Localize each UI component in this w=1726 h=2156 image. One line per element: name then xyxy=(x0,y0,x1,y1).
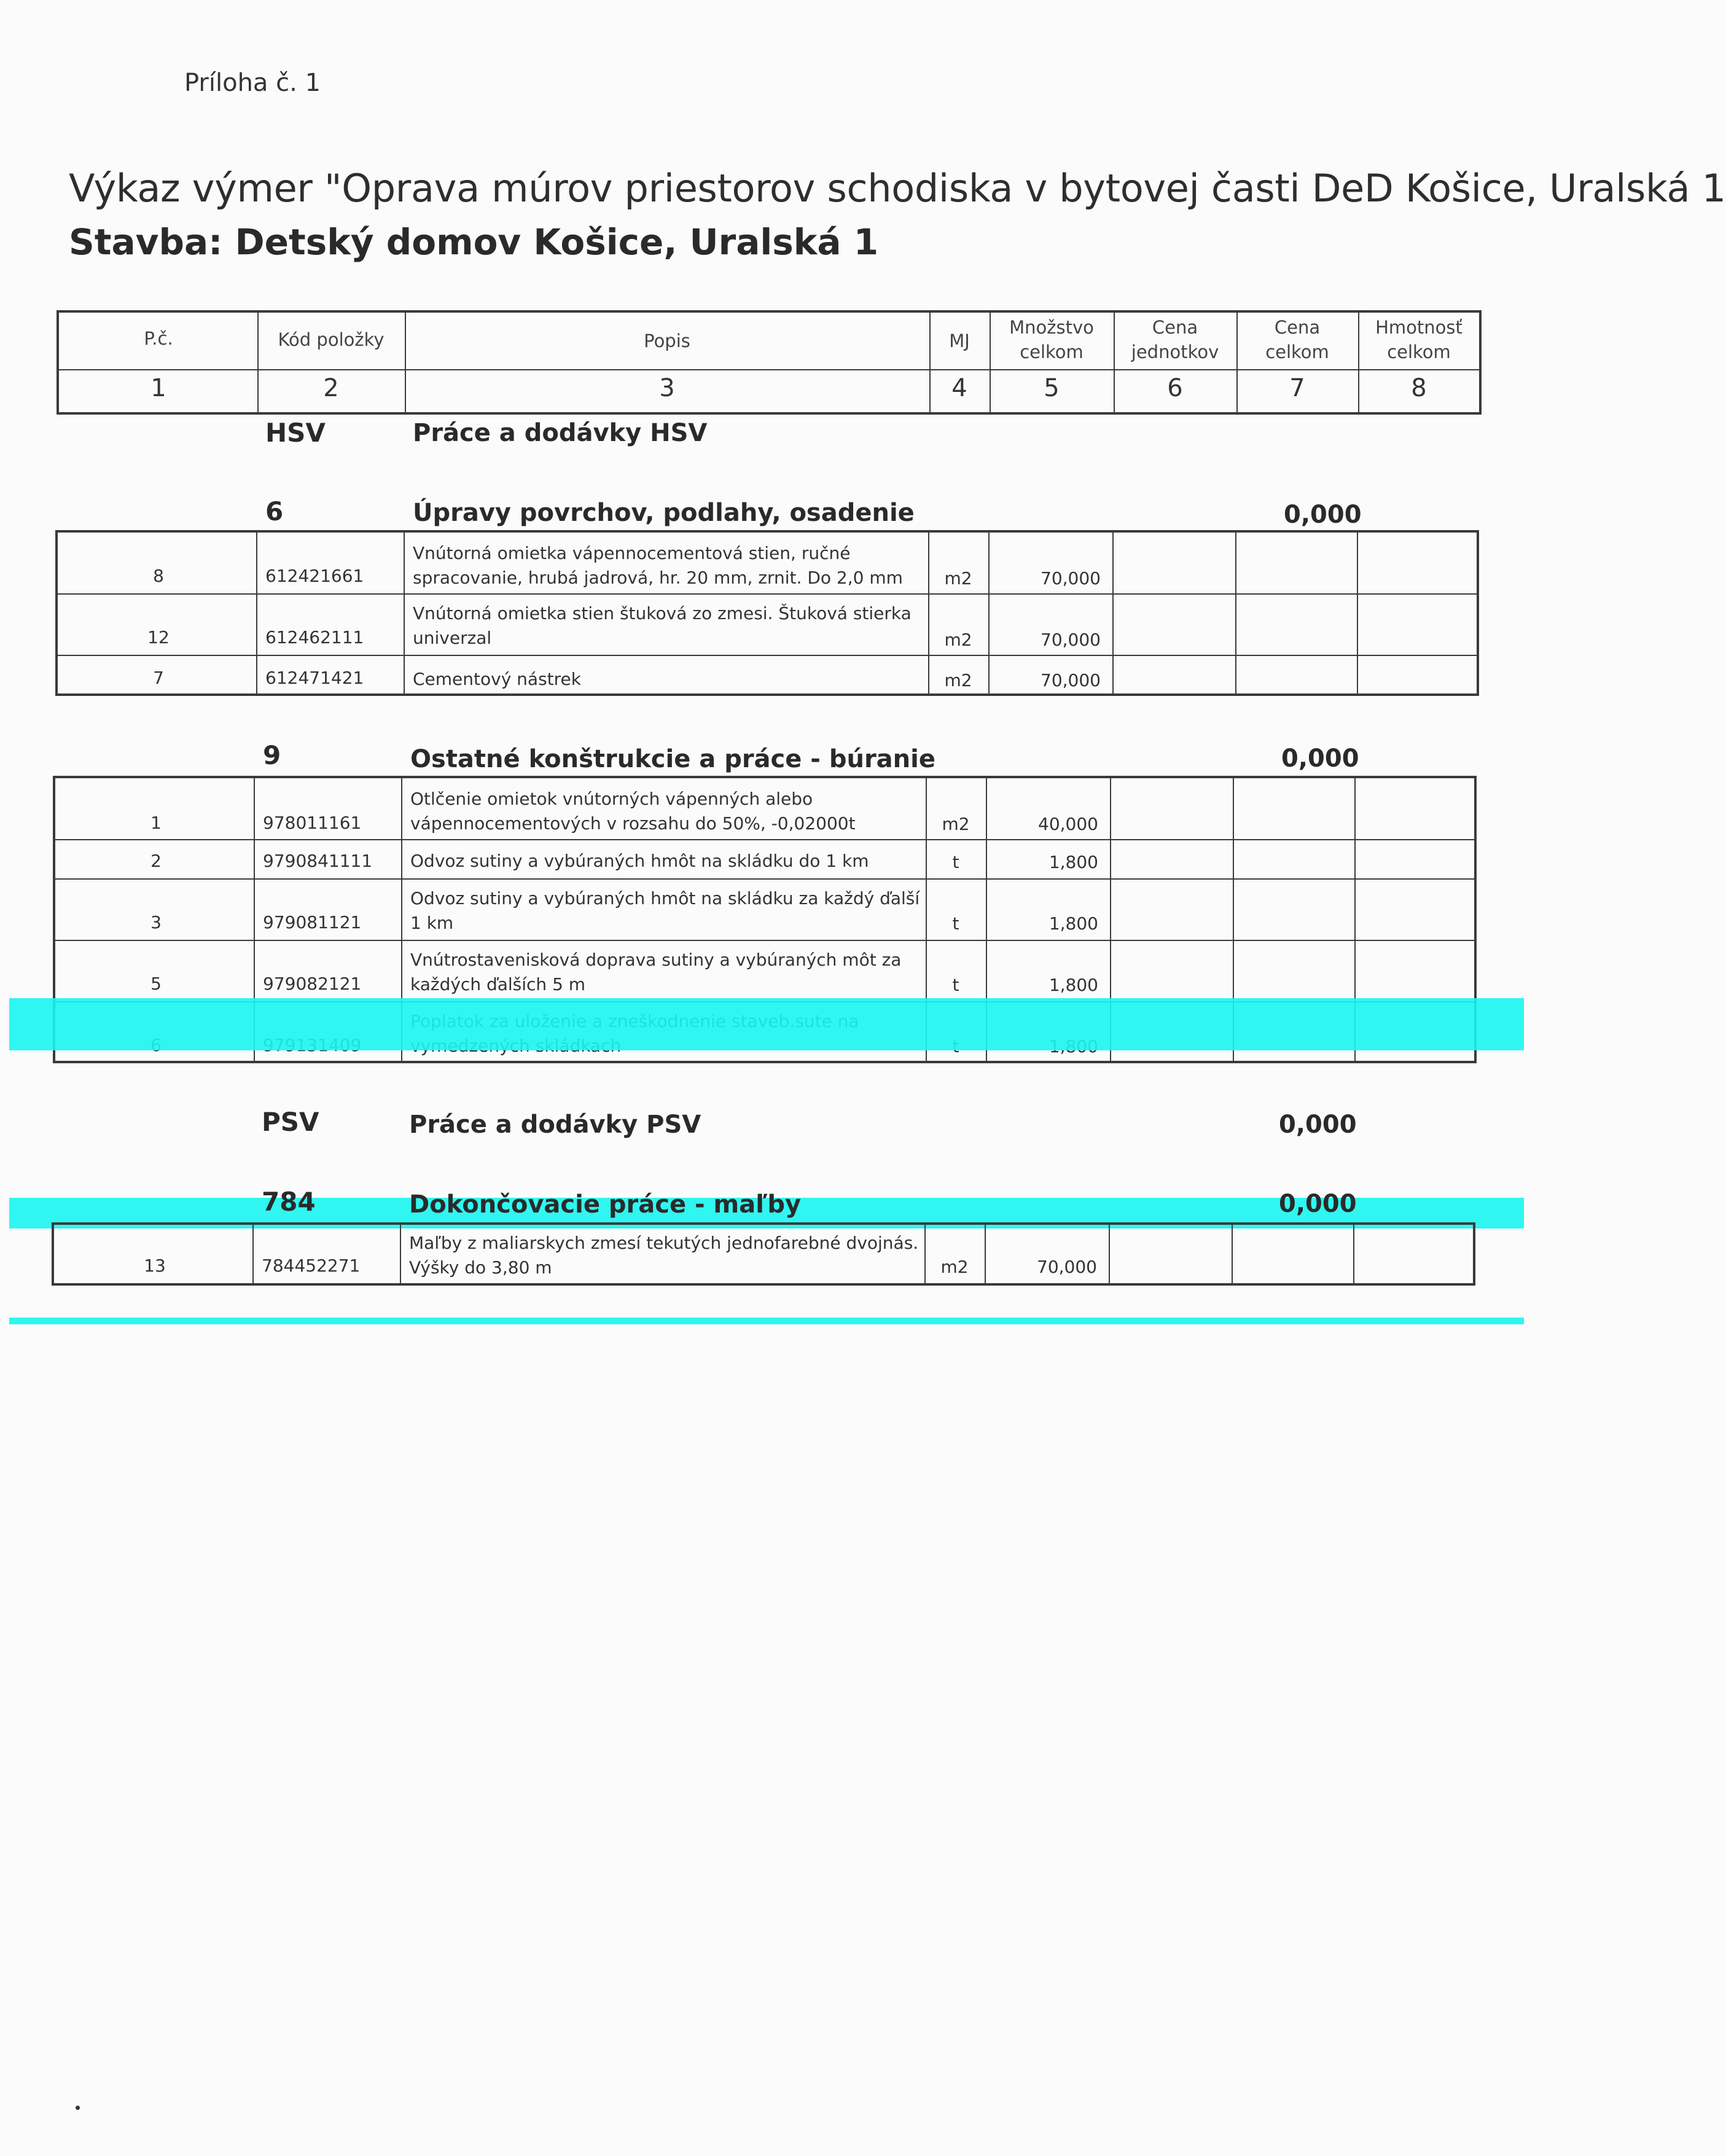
document-subtitle: Stavba: Detský domov Košice, Uralská 1 xyxy=(69,221,879,263)
row-mj: m2 xyxy=(944,630,972,650)
sec6-name: Úpravy povrchov, podlahy, osadenie xyxy=(413,499,915,527)
row-desc: Odvoz sutiny a vybúraných hmôt na skládku do 1 km xyxy=(410,851,869,871)
row-pc: 12 xyxy=(147,627,170,647)
row-desc: Otlčenie omietok vnútorných vápenných alebo vápennocementových v rozsahu do 50%, -0,02000t xyxy=(410,789,856,834)
row-code: 979081121 xyxy=(263,912,362,932)
row-desc: Vnútrostavenisková doprava sutiny a vybúraných môt za každých ďalších 5 m xyxy=(410,950,902,994)
row-qty: 1,800 xyxy=(1048,975,1098,995)
sec6-table xyxy=(55,530,1479,696)
sec784-total: 0,000 xyxy=(1279,1190,1357,1218)
hsv-name: Práce a dodávky HSV xyxy=(413,419,708,447)
header-num-6: 6 xyxy=(1167,374,1183,402)
header-unit-price: Cena jednotkov xyxy=(1131,317,1219,362)
hsv-code: HSV xyxy=(265,418,326,448)
row-mj: m2 xyxy=(942,814,970,834)
row-pc: 7 xyxy=(153,668,164,688)
row-mj: m2 xyxy=(940,1257,969,1277)
row-qty: 70,000 xyxy=(1041,568,1101,588)
header-num-2: 2 xyxy=(323,374,339,402)
header-weight: Hmotnosť celkom xyxy=(1375,317,1462,362)
stray-dot xyxy=(76,2106,80,2110)
document-title: Výkaz výmer "Oprava múrov priestorov schodiska v bytovej časti DeD Košice, Uralská 1 xyxy=(69,166,1726,211)
header-pc: P.č. xyxy=(144,328,173,349)
sec784-table xyxy=(52,1222,1475,1286)
annex-label: Príloha č. 1 xyxy=(184,69,321,97)
row-desc: Odvoz sutiny a vybúraných hmôt na skládku za každý ďalší 1 km xyxy=(410,888,920,933)
row-code: 9790841111 xyxy=(263,851,373,871)
row-qty: 70,000 xyxy=(1037,1257,1097,1277)
row-qty: 70,000 xyxy=(1041,670,1101,690)
row-desc: Vnútorná omietka stien štuková zo zmesi. Štuková stierka univerzal xyxy=(413,603,912,648)
sec9-name: Ostatné konštrukcie a práce - búranie xyxy=(410,745,935,773)
row-mj: m2 xyxy=(944,670,972,690)
row-mj: m2 xyxy=(944,568,972,588)
highlight-mark xyxy=(9,998,1524,1050)
row-pc: 5 xyxy=(150,974,162,994)
row-qty: 1,800 xyxy=(1048,913,1098,934)
psv-total: 0,000 xyxy=(1279,1111,1357,1139)
header-quantity: Množstvo celkom xyxy=(1009,317,1094,362)
header-num-4: 4 xyxy=(951,374,967,402)
header-num-1: 1 xyxy=(150,374,166,402)
header-num-8: 8 xyxy=(1411,374,1427,402)
row-code: 978011161 xyxy=(263,813,362,833)
sec6-total: 0,000 xyxy=(1284,501,1362,529)
row-pc: 8 xyxy=(153,566,164,586)
row-pc: 13 xyxy=(144,1256,166,1276)
sec784-name: Dokončovacie práce - maľby xyxy=(409,1190,802,1219)
row-desc: Vnútorná omietka vápennocementová stien, ručné spracovanie, hrubá jadrová, hr. 20 mm, zrnit. Do 2,0 mm xyxy=(413,543,903,588)
row-code: 612462111 xyxy=(265,627,364,647)
sec6-code: 6 xyxy=(265,496,284,526)
header-mj: MJ xyxy=(949,330,970,351)
psv-name: Práce a dodávky PSV xyxy=(409,1111,701,1139)
header-total-price: Cena celkom xyxy=(1265,317,1329,362)
psv-code: PSV xyxy=(262,1107,319,1137)
row-qty: 70,000 xyxy=(1041,630,1101,650)
row-qty: 40,000 xyxy=(1038,814,1098,834)
sec9-total: 0,000 xyxy=(1281,744,1359,773)
row-pc: 1 xyxy=(150,813,162,833)
row-qty: 1,800 xyxy=(1048,852,1098,872)
row-desc: Maľby z maliarskych zmesí tekutých jednofarebné dvojnás. Výšky do 3,80 m xyxy=(409,1233,919,1278)
row-mj: t xyxy=(952,913,959,934)
row-code: 612471421 xyxy=(265,668,364,688)
row-mj: t xyxy=(952,852,959,872)
header-num-5: 5 xyxy=(1044,374,1060,402)
row-pc: 2 xyxy=(150,851,162,871)
header-table xyxy=(57,310,1482,415)
header-code: Kód položky xyxy=(278,329,385,350)
highlight-line xyxy=(9,1318,1524,1324)
sec784-code: 784 xyxy=(262,1187,316,1217)
row-code: 979082121 xyxy=(263,974,362,994)
header-num-7: 7 xyxy=(1289,374,1305,402)
sec9-code: 9 xyxy=(263,740,281,770)
row-pc: 3 xyxy=(150,912,162,932)
row-code: 784452271 xyxy=(262,1256,361,1276)
row-code: 612421661 xyxy=(265,566,364,586)
row-desc: Cementový nástrek xyxy=(413,669,581,689)
header-num-3: 3 xyxy=(659,374,675,402)
header-desc: Popis xyxy=(644,330,690,351)
row-mj: t xyxy=(952,975,959,995)
